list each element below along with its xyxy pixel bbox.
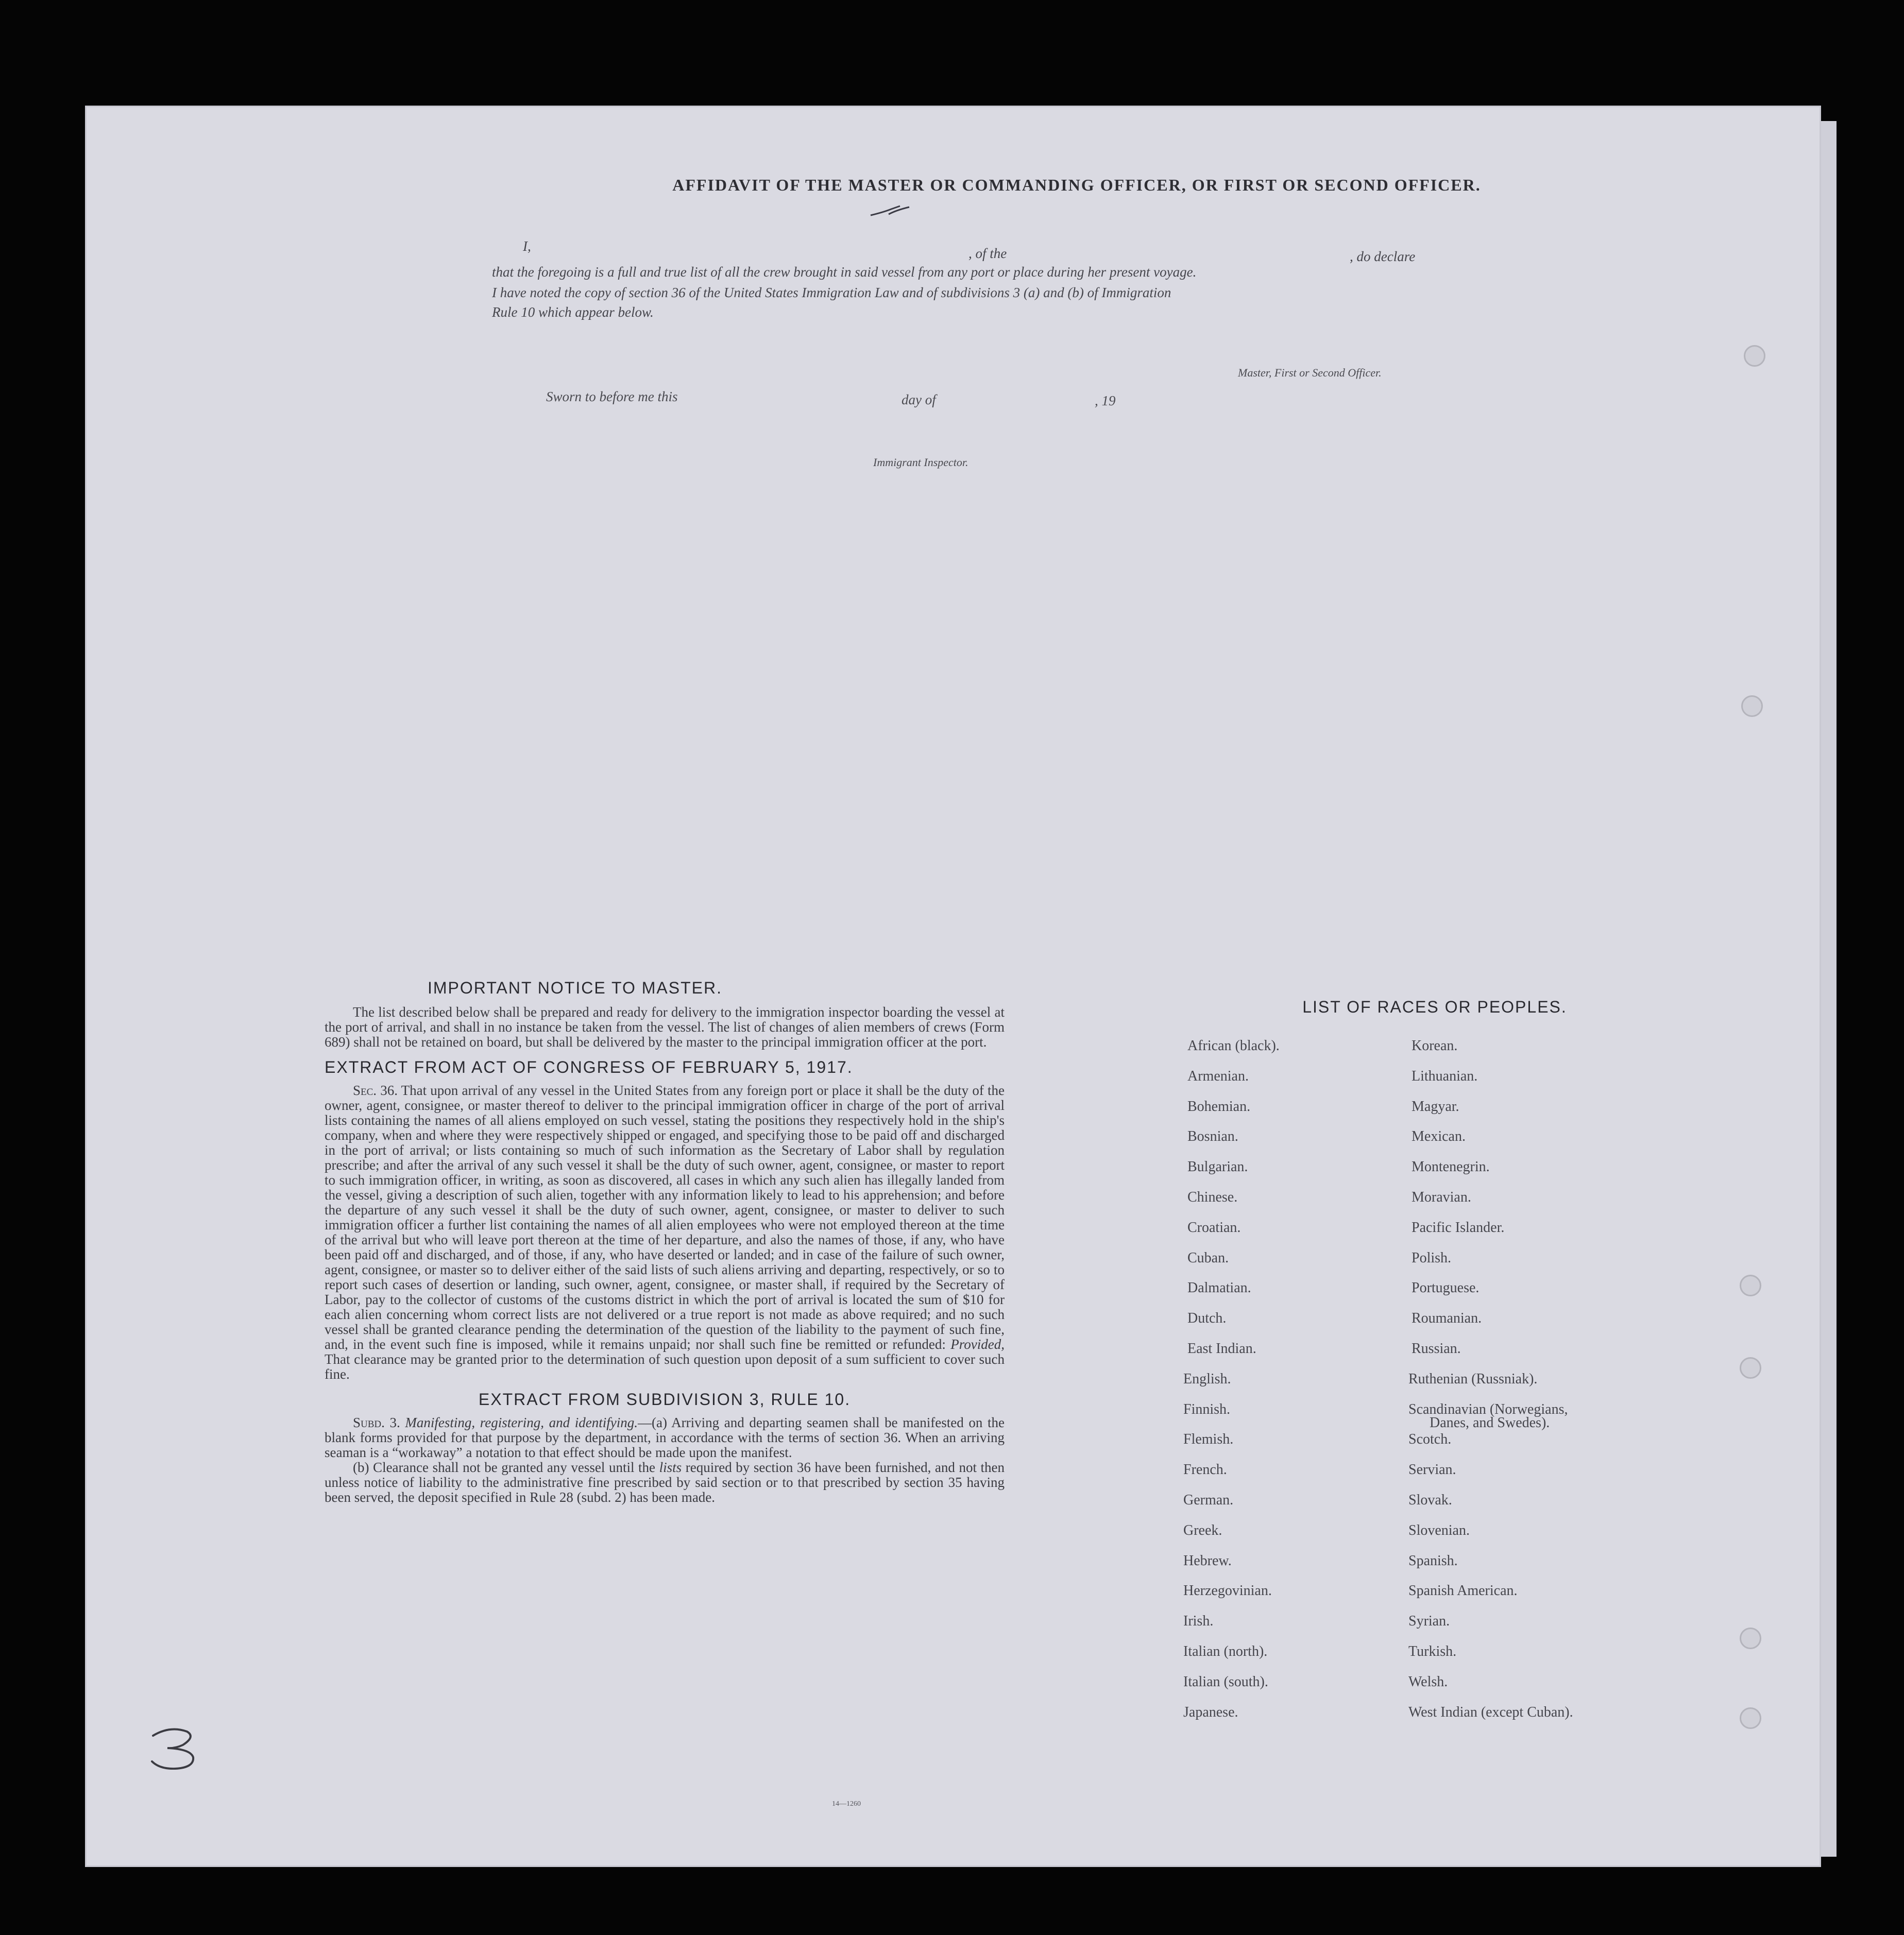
punch-hole [1740,1628,1761,1649]
pen-mark-icon [868,201,914,221]
race-item: Servian. [1408,1462,1456,1478]
punch-hole [1744,345,1765,367]
handwritten-page-number [147,1725,203,1772]
race-item: Spanish. [1408,1552,1458,1569]
race-item: Chinese. [1187,1189,1238,1205]
punch-hole [1740,1275,1761,1296]
race-item: Scotch. [1408,1431,1452,1448]
race-item: Bosnian. [1187,1128,1238,1145]
race-item: Hebrew. [1183,1552,1232,1569]
race-item: Korean. [1412,1038,1458,1054]
affidavit-line-3: I have noted the copy of section 36 of the United States Immigration Law and of subdivisions 3 (a) and (b) of Immigration [492,285,1171,300]
race-item: Polish. [1412,1249,1452,1266]
race-item: Finnish. [1183,1401,1231,1417]
race-item: West Indian (except Cuban). [1408,1704,1573,1720]
race-item: African (black). [1187,1038,1280,1054]
rule-para-b [325,1460,1005,1505]
affidavit-of-the: , of the [968,246,1007,261]
race-item: Lithuanian. [1412,1068,1478,1084]
race-item: East Indian. [1187,1341,1256,1357]
race-item: Greek. [1183,1522,1222,1538]
punch-hole [1740,1357,1761,1379]
punch-hole [1740,1707,1761,1729]
race-item: Pacific Islander. [1412,1219,1505,1236]
race-item: Japanese. [1183,1704,1238,1720]
sworn-year: , 19 [1095,393,1116,408]
race-item: Italian (south). [1183,1673,1268,1690]
race-item: Italian (north). [1183,1643,1268,1659]
race-item: Welsh. [1408,1673,1448,1690]
race-item: Cuban. [1187,1249,1229,1266]
race-item: Dutch. [1187,1310,1227,1327]
race-item: Slovenian. [1408,1522,1470,1538]
race-item: Scandinavian (Norwegians, [1408,1401,1568,1417]
act-title: EXTRACT FROM ACT OF CONGRESS OF FEBRUARY 5, 1917. [325,1058,853,1076]
race-item: Magyar. [1412,1098,1459,1115]
race-item: Flemish. [1183,1431,1234,1448]
sworn-text: Sworn to before me this [546,389,678,404]
rule-para-a [325,1415,1005,1460]
race-item: Russian. [1412,1341,1461,1357]
race-item: Portuguese. [1412,1280,1480,1296]
race-item: Irish. [1183,1613,1214,1630]
race-item: French. [1183,1462,1227,1478]
notice-title: IMPORTANT NOTICE TO MASTER. [428,979,722,997]
race-item: Bulgarian. [1187,1159,1248,1175]
race-item: Roumanian. [1412,1310,1482,1327]
race-item: Herzegovinian. [1183,1583,1272,1599]
page-edge-strip [1821,121,1837,1857]
affidavit-i: I, [523,238,531,254]
race-item: Moravian. [1412,1189,1471,1205]
act-text [325,1083,1005,1382]
rule-para-b-text-2: required by section 36 have been furnished, and not then unless notice of liability to the administrative fine prescribed by said section or to that prescribed by section 35 having been served, the deposit specified in Rule 28 (subd. 2) has been made. [325,1460,1005,1505]
race-item: English. [1183,1371,1231,1387]
act-body-end: That clearance may be granted prior to the determination of such question upon deposit of a sum sufficient to cover such fine. [325,1351,1005,1382]
race-item: Ruthenian (Russniak). [1408,1371,1538,1387]
rule-para-b-lists: lists [659,1460,682,1475]
affidavit-title: AFFIDAVIT OF THE MASTER OR COMMANDING OFFICER, OR FIRST OR SECOND OFFICER. [672,176,1481,194]
rule-para-b-text-1: (b) Clearance shall not be granted any vessel until the [353,1460,656,1475]
race-item: Bohemian. [1187,1098,1251,1115]
sworn-day-of: day of [902,392,936,407]
race-item: Montenegrin. [1412,1159,1490,1175]
race-item: Danes, and Swedes). [1430,1414,1550,1431]
act-provided: Provided, [950,1337,1005,1352]
race-item: Croatian. [1187,1219,1241,1236]
affidavit-line-2: that the foregoing is a full and true list of all the crew brought in said vessel from any port or place during her present voyage. [492,264,1197,280]
officer-signature-label: Master, First or Second Officer. [1238,366,1382,379]
race-item: Armenian. [1187,1068,1249,1084]
form-number: 14—1260 [832,1800,861,1808]
affidavit-do-declare: , do declare [1350,249,1416,264]
race-item: Syrian. [1408,1613,1450,1630]
affidavit-line-4: Rule 10 which appear below. [492,304,654,320]
act-sec-label: Sec. 36. [353,1083,398,1098]
race-item: Spanish American. [1408,1583,1518,1599]
rule-subd-heading: Manifesting, registering, and identifying. [405,1415,638,1430]
rule-para-a-text: —(a) Arriving and departing seamen shall be manifested on the blank forms provided for that purpose by the department, in accordance with the terms of section 36. When an arriving seaman is a “workaway” a notation to that effect should be made upon the manifest. [325,1415,1005,1460]
notice-text: The list described below shall be prepared and ready for delivery to the immigration inspector boarding the vessel at the port of arrival, and shall in no instance be taken from the vessel. The list of changes of alien members of crews (Form 689) shall not be retained on board, but shall be delivered by the master to the principal immigration officer at the port. [325,1004,1005,1050]
races-title: LIST OF RACES OR PEOPLES. [1302,998,1567,1016]
race-item: Mexican. [1412,1128,1466,1145]
rule-subd-label: Subd. 3. [353,1415,400,1430]
race-item: Turkish. [1408,1643,1457,1659]
rule-title: EXTRACT FROM SUBDIVISION 3, RULE 10. [478,1390,851,1409]
act-body: That upon arrival of any vessel in the United States from any foreign port or place it shall be the duty of the owner, agent, consignee, or master thereof to deliver to the principal immigration officer in charge of the port of arrival lists containing the names of all aliens employed on such vessel, stating the positions they respectively hold in the ship's company, when and where they were respectively shipped or engaged, and specifying those to be paid off and discharged in the port of arrival; or lists containing so much of such information as the Secretary of Labor shall by regulation prescribe; and after the arrival of any such vessel it shall be the duty of such owner, agent, consignee, or master to report to such immigration officer, in writing, as soon as discovered, all cases in which any such alien has illegally landed from the vessel, giving a description of such alien, together with any information likely to lead to his apprehension; and before the departure of any such vessel it shall be the duty of such owner, agent, consignee, or master to deliver to such immigration officer a further list containing the names of all alien employees who were not employed thereon at the time of the arrival but who will leave port thereon at the time of her departure, and also the names of those, if any, who have been paid off and discharged, and of those, if any, who have deserted or landed; and in case of the failure of such owner, agent, consignee, or master so to deliver either of the said lists of such aliens arriving and departing, respectively, or so to report such cases of desertion or landing, such owner, agent, consignee, or master shall, if required by the Secretary of Labor, pay to the collector of customs of the customs district in which the port of arrival is located the sum of $10 for each alien concerning whom correct lists are not delivered or a true report is not made as above required; and no such vessel shall be granted clearance pending the determination of the question of the liability to the payment of such fine, and, in the event such fine is imposed, while it remains unpaid; nor shall such fine be remitted or refunded: [325,1083,1005,1352]
form-page [85,106,1821,1867]
inspector-signature-label: Immigrant Inspector. [873,456,968,469]
race-item: Dalmatian. [1187,1280,1251,1296]
punch-hole [1741,695,1763,717]
notice-block [325,979,1005,1505]
race-item: Slovak. [1408,1492,1452,1508]
race-item: German. [1183,1492,1234,1508]
